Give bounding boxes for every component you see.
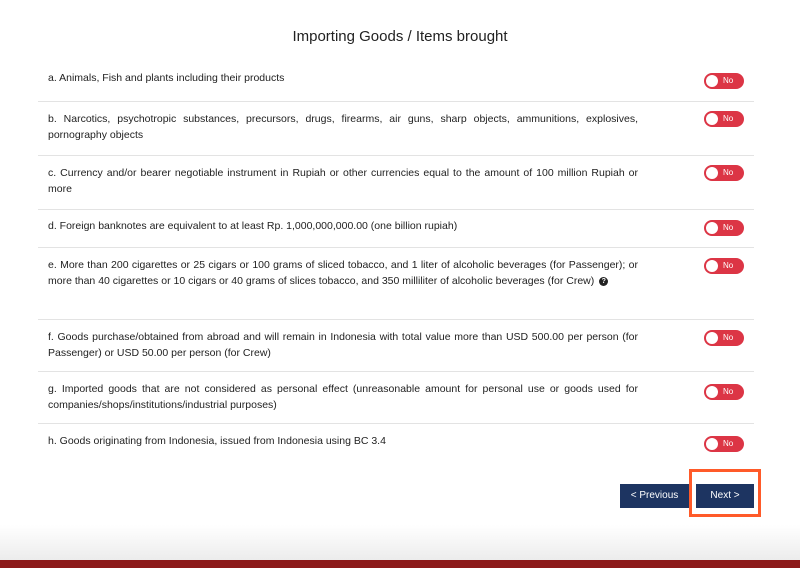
item-text: h. Goods originating from Indonesia, issued from Indonesia using BC 3.4 <box>48 435 386 447</box>
next-button[interactable]: Next > <box>696 484 754 508</box>
toggle-label: No <box>723 439 734 448</box>
list-item <box>38 156 754 210</box>
answer-toggle[interactable] <box>704 436 744 452</box>
next-button-highlight <box>689 469 761 517</box>
list-item <box>38 424 754 464</box>
page-title: Importing Goods / Items brought <box>292 28 508 45</box>
list-item <box>38 102 754 156</box>
declaration-list <box>38 58 754 464</box>
toggle-knob <box>706 386 718 398</box>
toggle-label: No <box>723 114 734 123</box>
question-circle-icon[interactable]: ? <box>599 277 608 286</box>
item-text: g. Imported goods that are not considered as personal effect (unreasonable amount for personal use or goods used for companies/shops/institutions/industrial purposes) <box>48 383 638 411</box>
list-item <box>38 248 754 320</box>
list-item <box>38 58 754 102</box>
toggle-knob <box>706 222 718 234</box>
toggle-label: No <box>723 333 734 342</box>
item-text: b. Narcotics, psychotropic substances, precursors, drugs, firearms, air guns, sharp objects, ammunitions, explosives, pornography objects <box>48 113 638 141</box>
toggle-knob <box>706 113 718 125</box>
answer-toggle[interactable] <box>704 330 744 346</box>
toggle-label: No <box>723 76 734 85</box>
item-text: d. Foreign banknotes are equivalent to at least Rp. 1,000,000,000.00 (one billion rupiah) <box>48 220 458 232</box>
answer-toggle[interactable] <box>704 73 744 89</box>
item-text: c. Currency and/or bearer negotiable instrument in Rupiah or other currencies equal to the amount of 100 million Rupiah or more <box>48 167 638 195</box>
answer-toggle[interactable] <box>704 258 744 274</box>
footer-shadow <box>0 525 800 560</box>
toggle-label: No <box>723 387 734 396</box>
item-text-content: e. More than 200 cigarettes or 25 cigars or 100 grams of sliced tobacco, and 1 liter of alcoholic beverages (for Passenger); or more than 40 cigarettes or 10 cigars or 40 grams of slices tobacco, and 350 milliliter of alcoholic beverages (for Crew) <box>48 259 638 287</box>
list-item <box>38 372 754 424</box>
toggle-knob <box>706 167 718 179</box>
toggle-knob <box>706 260 718 272</box>
answer-toggle[interactable] <box>704 220 744 236</box>
toggle-knob <box>706 438 718 450</box>
toggle-knob <box>706 75 718 87</box>
footer-bar <box>0 560 800 568</box>
toggle-label: No <box>723 168 734 177</box>
answer-toggle[interactable] <box>704 165 744 181</box>
toggle-label: No <box>723 261 734 270</box>
answer-toggle[interactable] <box>704 111 744 127</box>
item-text <box>48 257 638 289</box>
toggle-label: No <box>723 223 734 232</box>
answer-toggle[interactable] <box>704 384 744 400</box>
list-item <box>38 210 754 248</box>
item-text: f. Goods purchase/obtained from abroad and will remain in Indonesia with total value more than USD 500.00 per person (for Passenger) or USD 50.00 per person (for Crew) <box>48 331 638 359</box>
list-item <box>38 320 754 372</box>
toggle-knob <box>706 332 718 344</box>
item-text: a. Animals, Fish and plants including their products <box>48 72 285 84</box>
previous-button[interactable]: < Previous <box>620 484 689 508</box>
